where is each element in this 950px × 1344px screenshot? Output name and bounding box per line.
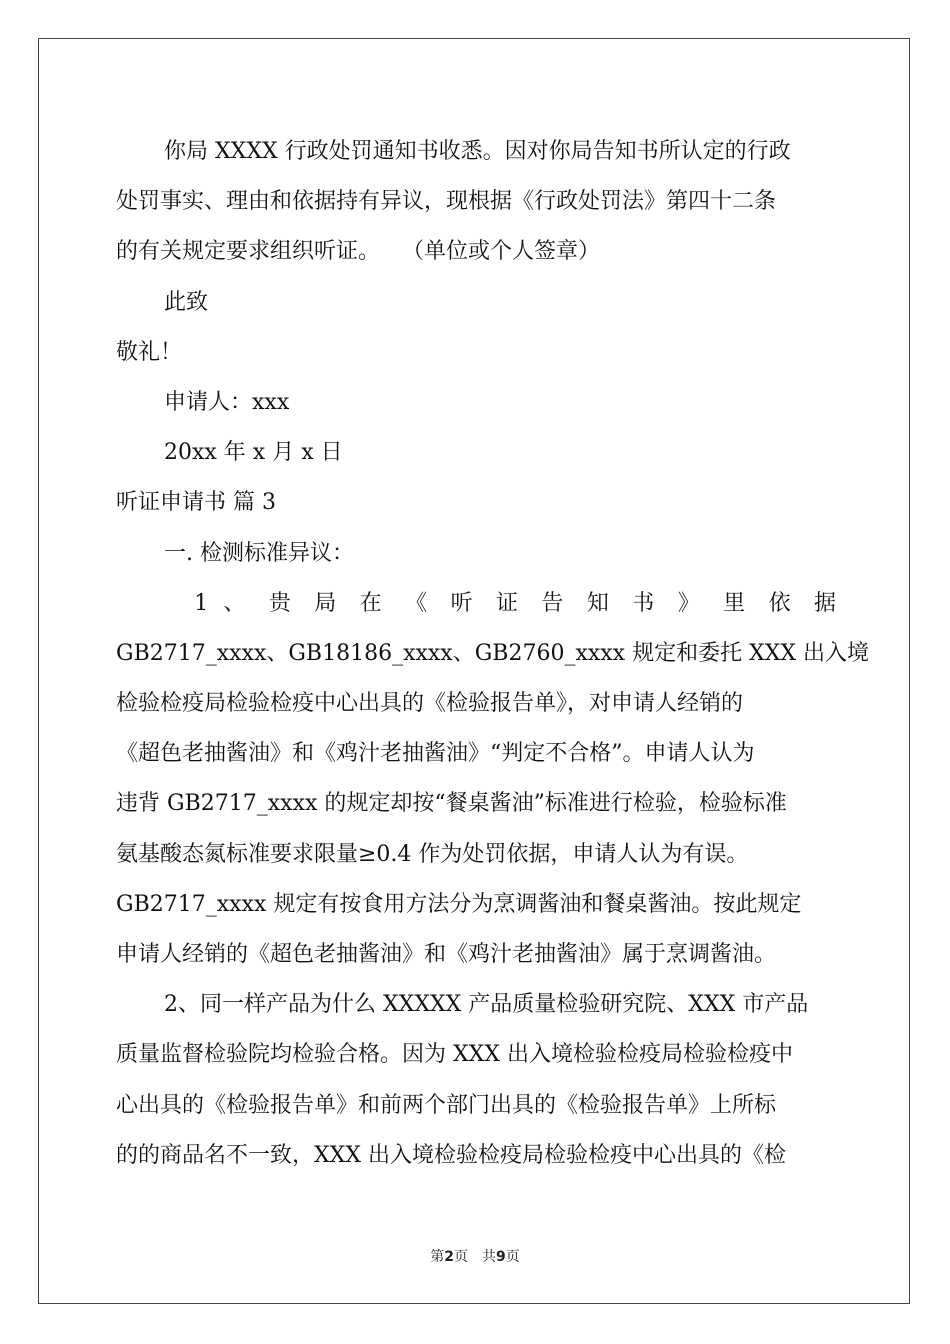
salutation: 此致 <box>164 289 209 315</box>
section-title: 听证申请书 篇 3 <box>116 490 276 516</box>
document-body <box>116 127 870 1181</box>
page-number: 2 <box>444 1249 454 1265</box>
page-suffix: 页 共 <box>454 1249 496 1265</box>
paragraph-line: 心出具的《检验报告单》和前两个部门出具的《检验报告单》上所标 <box>116 1092 777 1118</box>
page-footer <box>0 1246 950 1266</box>
paragraph-line: 申请人经销的《超色老抽酱油》和《鸡汁老抽酱油》属于烹调酱油。 <box>116 942 777 967</box>
subsection-heading: 一. 检测标准异议： <box>164 540 354 566</box>
paragraph-line: 质量监督检验院均检验合格。因为 XXX 出入境检验检疫局检验检疫中 <box>116 1042 793 1068</box>
paragraph-line: 1 、 贵 局 在 《 听 证 告 知 书 》 里 依 据 <box>164 590 836 616</box>
page-prefix: 第 <box>430 1249 445 1265</box>
paragraph-line: 2、同一样产品为什么 XXXXX 产品质量检验研究院、XXX 市产品 <box>164 992 809 1018</box>
paragraph-line: 违背 GB2717_xxxx 的规定却按“餐桌酱油”标准进行检验，检验标准 <box>116 791 787 817</box>
paragraph-line: 处罚事实、理由和依据持有异议，现根据《行政处罚法》第四十二条 <box>116 189 777 215</box>
paragraph-line: 的有关规定要求组织听证。 （单位或个人签章） <box>116 239 601 265</box>
paragraph-line: 的的商品名不一致，XXX 出入境检验检疫局检验检疫中心出具的《检 <box>116 1142 786 1168</box>
paragraph-line: 检验检疫局检验检疫中心出具的《检验报告单》，对申请人经销的 <box>116 691 744 717</box>
paragraph-line: 《超色老抽酱油》和《鸡汁老抽酱油》“判定不合格”。申请人认为 <box>116 741 755 767</box>
total-pages: 9 <box>496 1249 506 1265</box>
date-line: 20xx 年 x 月 x 日 <box>164 440 343 466</box>
applicant-label: 申请人：xxx <box>164 389 290 415</box>
paragraph-line: GB2717_xxxx 规定有按食用方法分为烹调酱油和餐桌酱油。按此规定 <box>116 891 802 917</box>
paragraph-line: 氨基酸态氮标准要求限量≥0.4 作为处罚依据，申请人认为有误。 <box>116 841 749 867</box>
total-suffix: 页 <box>505 1249 520 1265</box>
paragraph-line: 你局 XXXX 行政处罚通知书收悉。因对你局告知书所认定的行政 <box>164 139 791 164</box>
paragraph-line: GB2717_xxxx、GB18186_xxxx、GB2760_xxxx 规定和委托 XXX 出入境 <box>116 640 870 666</box>
salutation-closing: 敬礼！ <box>116 339 183 365</box>
